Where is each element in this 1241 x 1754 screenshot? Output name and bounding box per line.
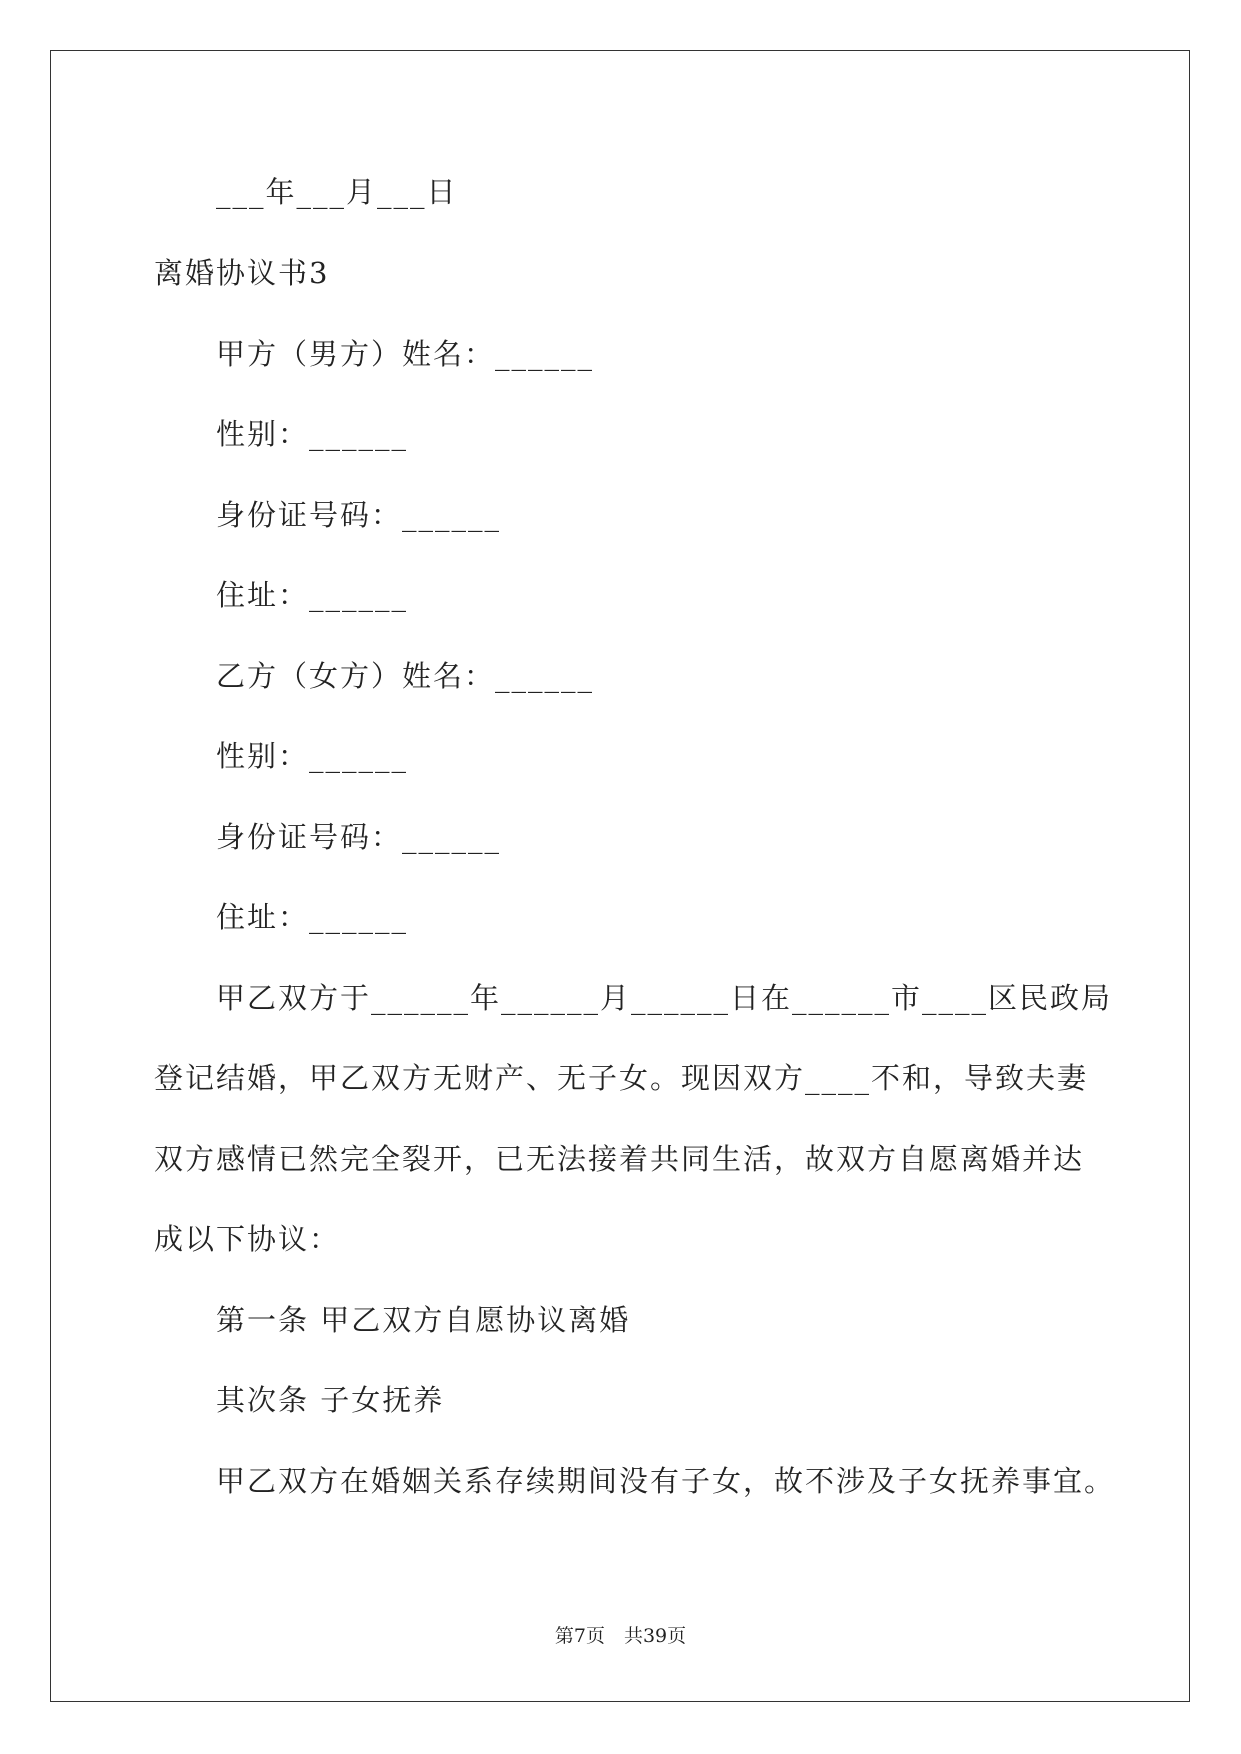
party-b-gender-line: 性别：______ — [216, 739, 409, 773]
party-a-gender-line: 性别：______ — [216, 417, 409, 451]
body-paragraph-line: 成以下协议： — [154, 1222, 341, 1256]
party-b-name-line: 乙方（女方）姓名：______ — [216, 659, 595, 693]
article-two-heading: 其次条 子女抚养 — [216, 1383, 445, 1417]
party-b-address-line: 住址：______ — [216, 900, 409, 934]
body-paragraph-line: 甲乙双方于______年______月______日在______市____区民政局 — [216, 981, 1113, 1015]
party-a-address-line: 住址：______ — [216, 578, 409, 612]
document-title: 离婚协议书3 — [154, 256, 330, 290]
body-paragraph-line: 双方感情已然完全裂开，已无法接着共同生活，故双方自愿离婚并达 — [154, 1142, 1085, 1176]
article-one-heading: 第一条 甲乙双方自愿协议离婚 — [216, 1303, 631, 1337]
party-a-id-line: 身份证号码：______ — [216, 498, 502, 532]
party-a-name-line: 甲方（男方）姓名：______ — [216, 337, 595, 371]
page-border — [50, 50, 1190, 1702]
date-line: ___年___月___日 — [216, 175, 458, 209]
article-two-body: 甲乙双方在婚姻关系存续期间没有子女，故不涉及子女抚养事宜。 — [216, 1464, 1116, 1498]
party-b-id-line: 身份证号码：______ — [216, 820, 502, 854]
page-number: 第7页 共39页 — [554, 1625, 687, 1647]
body-paragraph-line: 登记结婚，甲乙双方无财产、无子女。现因双方____不和，导致夫妻 — [154, 1061, 1089, 1095]
